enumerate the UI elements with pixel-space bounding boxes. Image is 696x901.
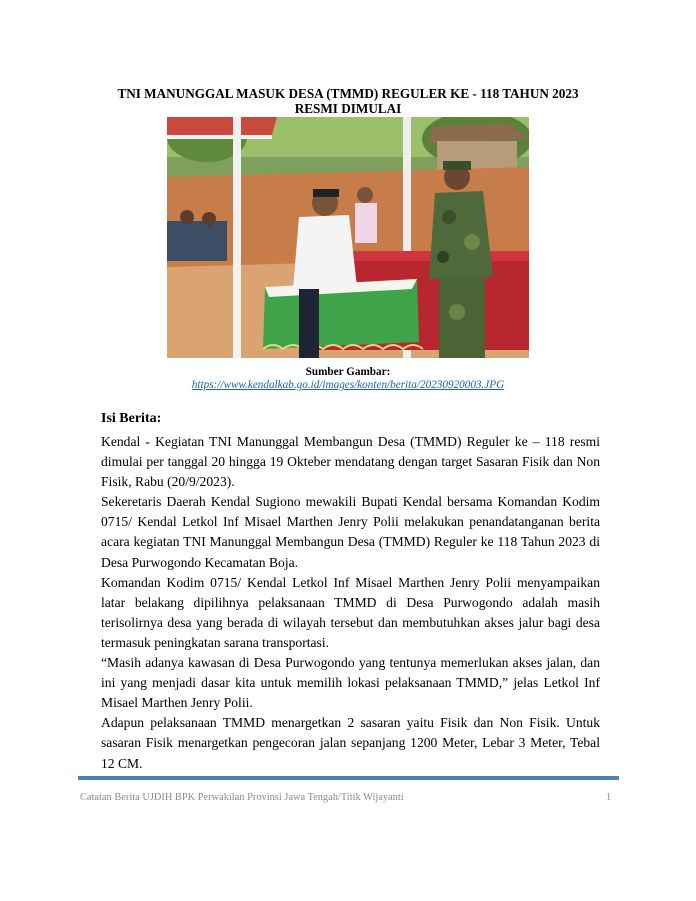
image-caption: [60, 366, 636, 392]
article-body: [101, 432, 600, 774]
article-paragraph: Sekeretaris Daerah Kendal Sugiono mewakili Bupati Kendal bersama Komandan Kodim 0715/ Kendal Letkol Inf Misael Marthen Jenry Polii melakukan penandatanganan berita acara kegiatan TNI Manunggal Membangun Desa (TMMD) Reguler ke 118 Tahun 2023 di Desa Purwogondo Kecamatan Boja.: [101, 494, 600, 570]
news-photo: [167, 117, 529, 358]
article-paragraph: Adapun pelaksanaan TMMD menargetkan 2 sasaran yaitu Fisik dan Non Fisik. Untuk sasaran Fisik menargetkan pengecoran jalan sepanjang 1200 Meter, Lebar 3 Meter, Tebal 12 CM.: [101, 715, 600, 771]
footer-text: Catatan Berita UJDIH BPK Perwakilan Provinsi Jawa Tengah/Titik Wijayanti: [80, 792, 404, 803]
document-title: [60, 86, 636, 116]
article-paragraph: “Masih adanya kawasan di Desa Purwogondo yang tentunya memerlukan akses jalan, dan ini yang menjadi dasar kita untuk memilih lokasi pelaksanaan TMMD,” jelas Letkol Inf Misael Marthen Jenry Polii.: [101, 655, 600, 711]
caption-source-link[interactable]: https://www.kendalkab.go.id/images/konten/berita/20230920003.JPG: [191, 379, 505, 391]
caption-label: Sumber Gambar:: [305, 366, 391, 378]
article-paragraph: Komandan Kodim 0715/ Kendal Letkol Inf Misael Marthen Jenry Polii menyampaikan latar belakang dipilihnya pelaksanaan TMMD di Desa Purwogondo adalah masih terisolirnya desa yang berada di wilayah tersebut dan membutuhkan akses jalur bagi desa termasuk peningkatan sarana transportasi.: [101, 574, 600, 650]
title-line-2: RESMI DIMULAI: [294, 101, 402, 116]
title-line-1: TNI MANUNGGAL MASUK DESA (TMMD) REGULER KE - 118 TAHUN 2023: [117, 86, 579, 101]
footer-divider: [78, 776, 619, 780]
page-number: 1: [606, 792, 612, 803]
article-paragraph: Kendal - Kegiatan TNI Manunggal Membangun Desa (TMMD) Reguler ke – 118 resmi dimulai per tanggal 20 hingga 19 Okteber mendatang dengan target Sasaran Fisik dan Non Fisik, Rabu (20/9/2023).: [101, 434, 600, 490]
section-heading: Isi Berita:: [101, 411, 162, 426]
